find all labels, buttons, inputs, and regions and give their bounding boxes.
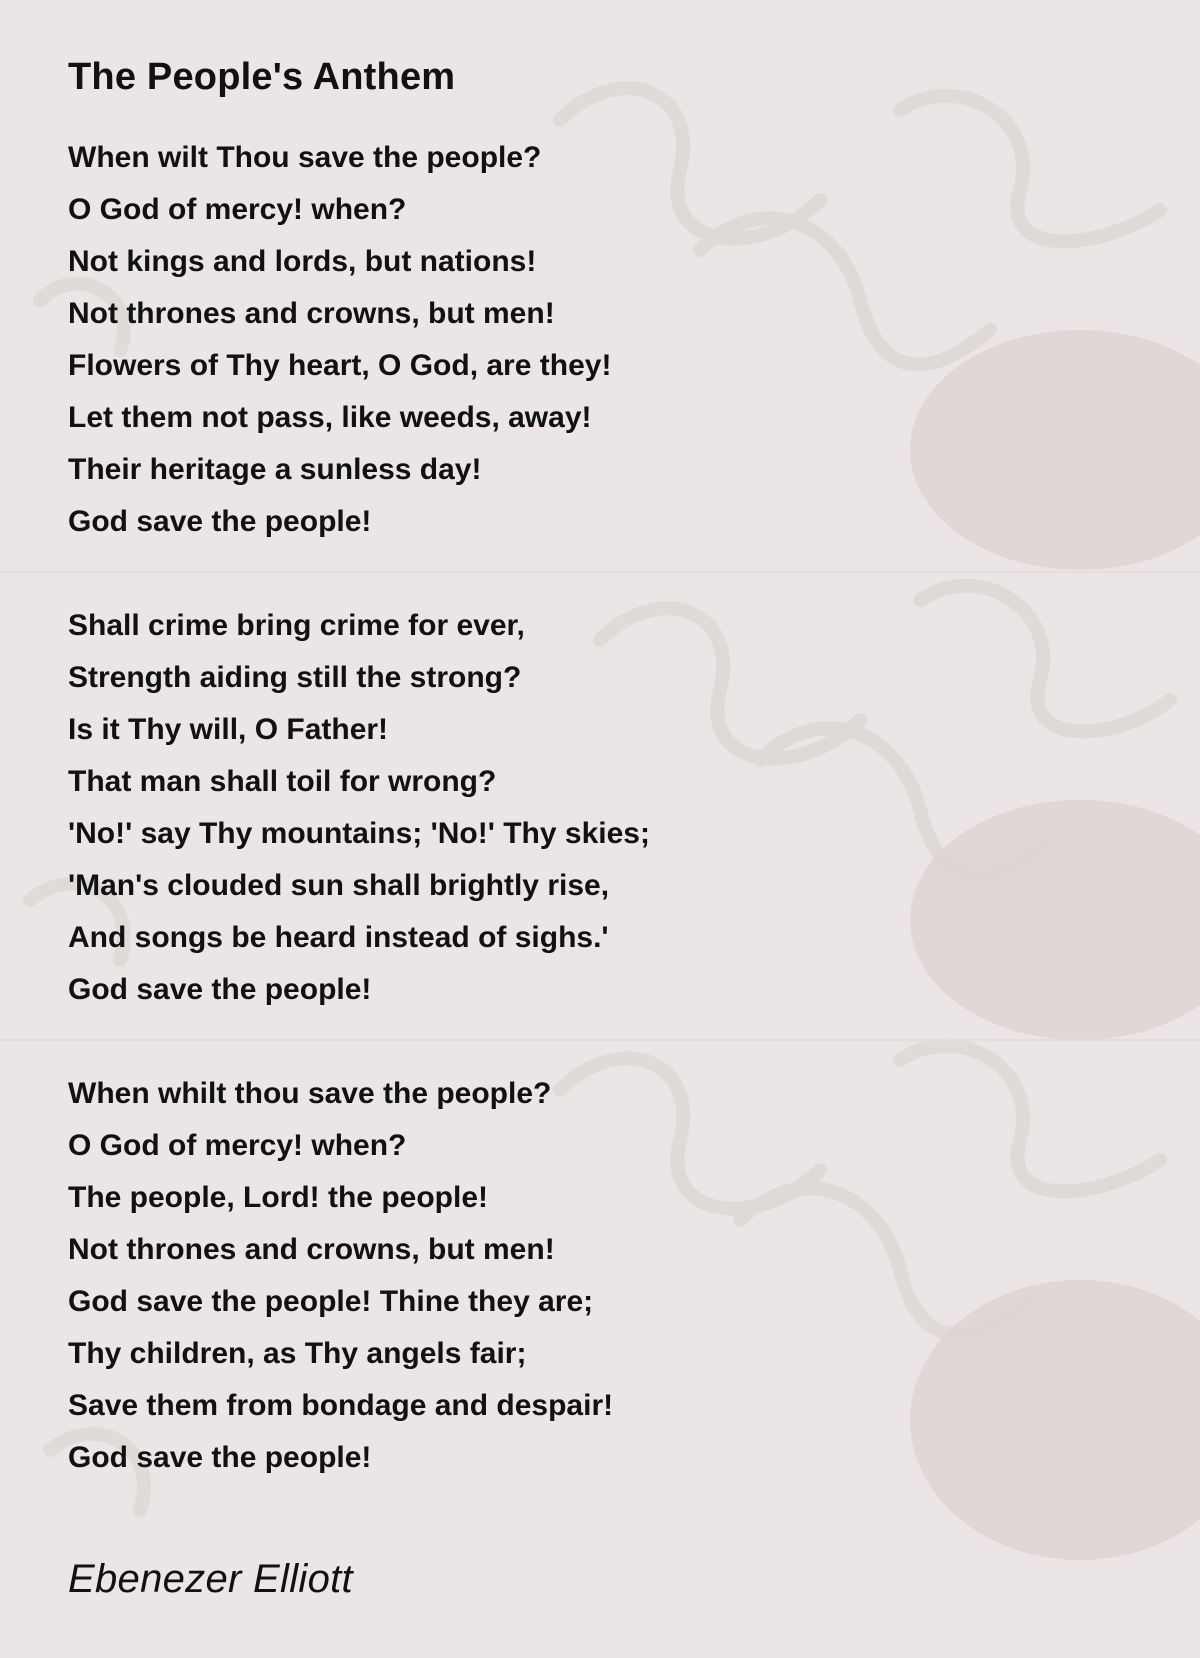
poem-line: Save them from bondage and despair! [68,1389,614,1422]
poem-line: Not kings and lords, but nations! [68,245,537,278]
poem-line: Is it Thy will, O Father! [68,713,389,746]
stanza-2 [68,600,1200,1016]
poem-line: God save the people! [68,505,372,538]
poem-line: That man shall toil for wrong? [68,765,497,798]
poem-line: The people, Lord! the people! [68,1181,488,1214]
poem-line: Thy children, as Thy angels fair; [68,1337,527,1370]
poem-line: God save the people! Thine they are; [68,1285,594,1318]
poem-line: Shall crime bring crime for ever, [68,609,525,642]
poem-line: When wilt Thou save the people? [68,141,542,174]
poem-line: 'Man's clouded sun shall brightly rise, [68,869,610,902]
poem-line: Their heritage a sunless day! [68,453,482,486]
poem-line: And songs be heard instead of sighs.' [68,921,609,954]
poem-line: 'No!' say Thy mountains; 'No!' Thy skies; [68,817,650,850]
poem-line: Let them not pass, like weeds, away! [68,401,592,434]
poem-line: O God of mercy! when? [68,1129,407,1162]
poem-line: Not thrones and crowns, but men! [68,297,555,330]
poem-line: Strength aiding still the strong? [68,661,522,694]
poem-line: Flowers of Thy heart, O God, are they! [68,349,612,382]
stanza-1 [68,132,1200,548]
poem-line: O God of mercy! when? [68,193,407,226]
poem-line: God save the people! [68,973,372,1006]
poem-author: Ebenezer Elliott [68,1557,353,1601]
poem-line: God save the people! [68,1441,372,1474]
poem-title: The People's Anthem [68,56,456,98]
poem-line: Not thrones and crowns, but men! [68,1233,555,1266]
stanza-3 [68,1068,1200,1484]
poem-line: When whilt thou save the people? [68,1077,552,1110]
